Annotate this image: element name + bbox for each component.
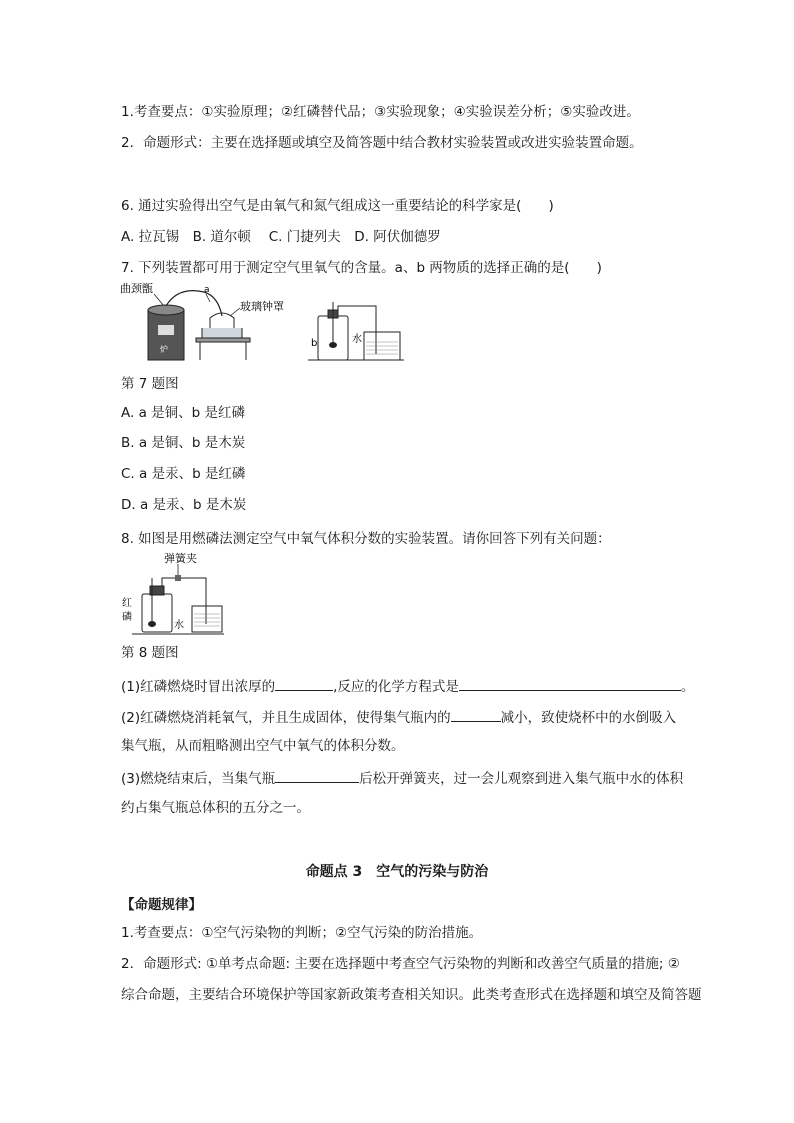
q8-part3-text-a: (3)燃烧结束后，当集气瓶 [121, 771, 276, 787]
q7-stem: 7. 下列装置都可用于测定空气里氧气的含量。a、b 两物质的选择正确的是( ) [121, 260, 602, 276]
q8-part1-text-c: 。 [680, 679, 695, 695]
label-b: b [311, 338, 318, 349]
pollution-point-2-cont: 综合命题，主要结合环境保护等国家新政策考查相关知识。此类考查形式在选择题和填空及简答题 [121, 987, 702, 1003]
q8-part2 [121, 707, 676, 727]
q8-part2-text-b: 减小，致使烧杯中的水倒吸入 [500, 710, 677, 726]
q8-part2-cont: 集气瓶，从而粗略测出空气中氧气的体积分数。 [121, 738, 405, 754]
q8-stem: 8. 如图是用燃磷法测定空气中氧气体积分数的实验装置。请你回答下列有关问题： [121, 531, 611, 547]
rule-title: 【命题规律】 [121, 897, 202, 913]
red-label: 红 [122, 598, 132, 609]
rule-point-2: 2．命题形式：主要在选择题或填空及简答题中结合教材实验装置或改进实验装置命题。 [121, 135, 643, 151]
q8-part1-text-a: (1)红磷燃烧时冒出浓厚的 [121, 679, 276, 695]
q7-option-c: C. a 是汞、b 是红磷 [121, 466, 246, 482]
pollution-point-1: 1.考查要点：①空气污染物的判断；②空气污染的防治措施。 [121, 925, 483, 941]
q6-options: A. 拉瓦锡 B. 道尔顿 C. 门捷列夫 D. 阿伏伽德罗 [121, 229, 441, 245]
q8-figure [118, 548, 228, 638]
q7-option-a: A. a 是铜、b 是红磷 [121, 405, 246, 421]
q8-part3 [121, 768, 683, 788]
furnace-label: 炉 [160, 345, 168, 354]
q8-part2-text-a: (2)红磷燃烧消耗氧气，并且生成固体，使得集气瓶内的 [121, 710, 451, 726]
phos-label: 磷 [122, 612, 132, 623]
q8-blank-1[interactable] [275, 676, 333, 691]
q7-option-b: B. a 是铜、b 是木炭 [121, 435, 246, 451]
retort-label: 曲颈甑 [120, 282, 153, 295]
q8-blank-3[interactable] [451, 707, 501, 722]
clip-label: 弹簧夹 [164, 552, 197, 565]
q8-part3-text-b: 后松开弹簧夹，过一会儿观察到进入集气瓶中水的体积 [359, 771, 684, 787]
q8-part1 [121, 676, 694, 696]
label-water-7: 水 [352, 334, 362, 345]
q8-blank-2[interactable] [459, 676, 681, 691]
label-water-8: 水 [174, 620, 184, 631]
section-heading: 命题点 3 空气的污染与防治 [305, 864, 489, 880]
q8-caption: 第 8 题图 [121, 645, 179, 661]
label-a: a [204, 285, 210, 295]
q7-caption: 第 7 题图 [121, 376, 179, 392]
bell-label: 玻璃钟罩 [240, 300, 284, 313]
pollution-point-2: 2．命题形式: ①单考点命题: 主要在选择题中考查空气污染物的判断和改善空气质量的措施; ② [121, 956, 680, 972]
q7-figure [118, 280, 408, 372]
q8-part1-text-b: ,反应的化学方程式是 [333, 679, 459, 695]
q8-part3-cont: 约占集气瓶总体积的五分之一。 [121, 800, 310, 816]
rule-point-1: 1.考查要点：①实验原理；②红磷替代品；③实验现象；④实验误差分析；⑤实验改进。 [121, 104, 640, 120]
q7-option-d: D. a 是汞、b 是木炭 [121, 497, 247, 513]
q6-stem: 6. 通过实验得出空气是由氧气和氮气组成这一重要结论的科学家是( ) [121, 198, 554, 214]
q8-blank-4[interactable] [275, 768, 359, 783]
